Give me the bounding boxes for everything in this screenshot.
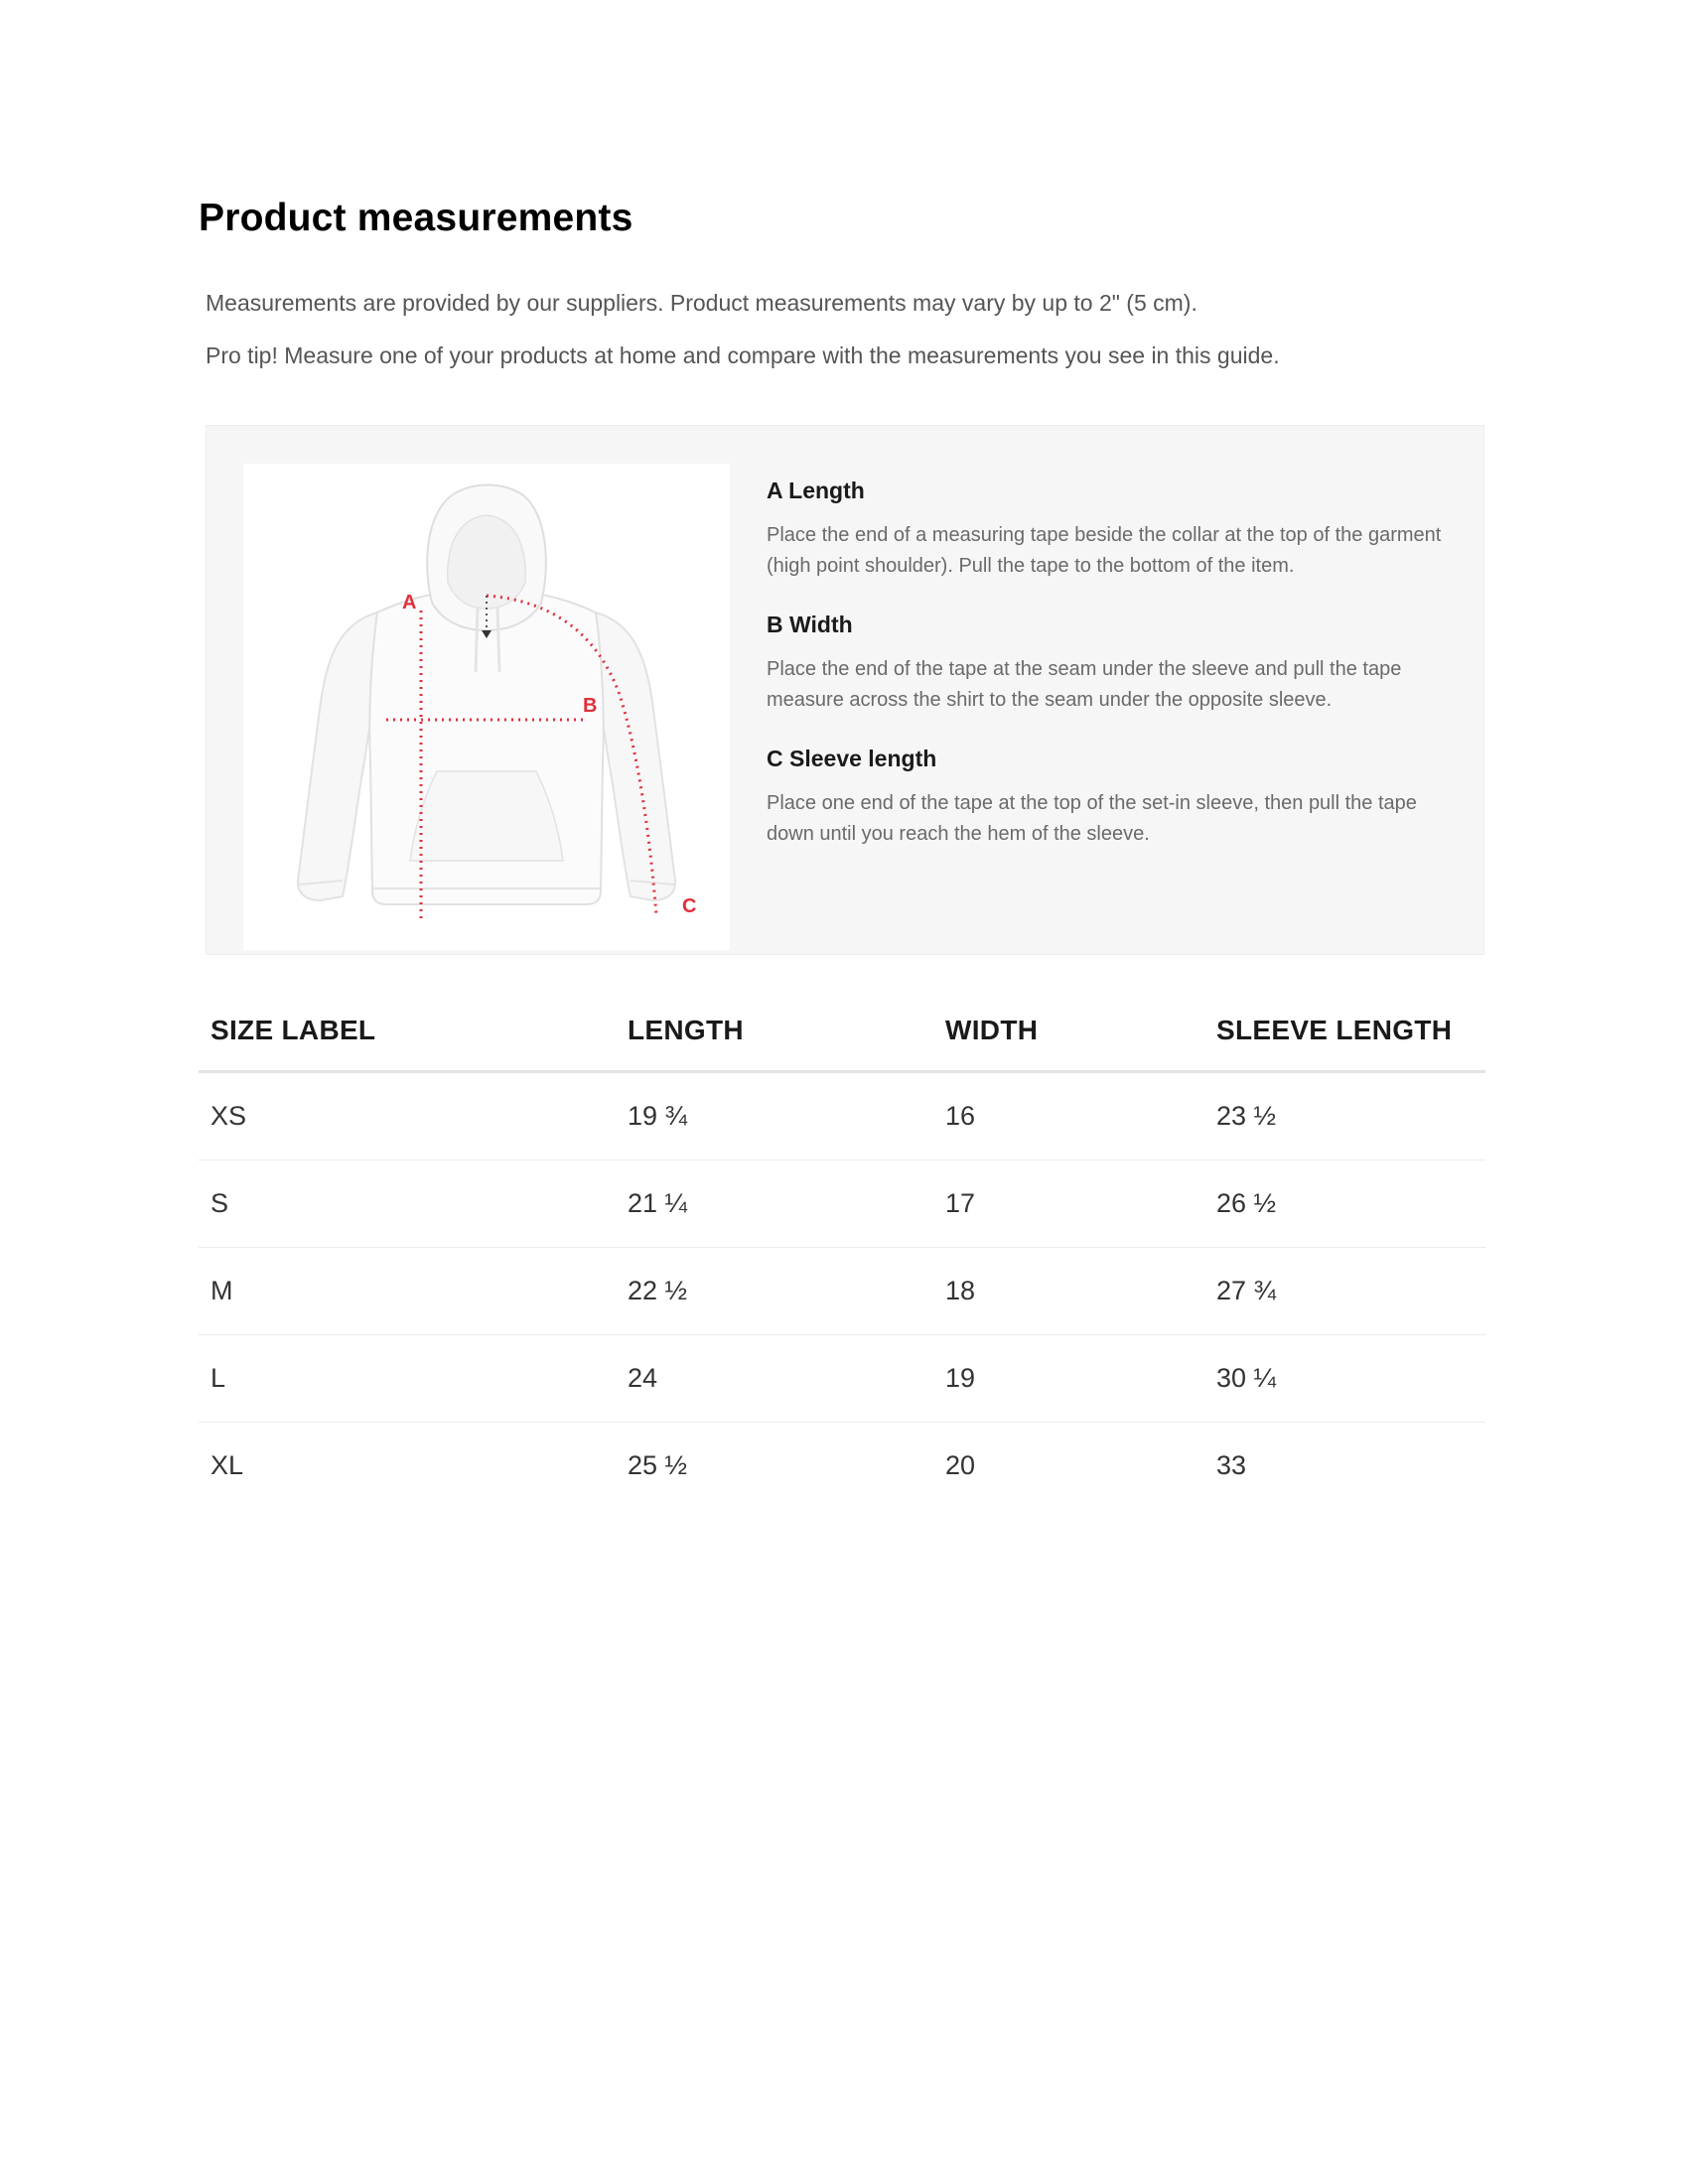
- width-cell: 19: [933, 1335, 1204, 1423]
- measurement-guide-panel: [206, 425, 1484, 955]
- instruction-heading: B Width: [767, 612, 853, 637]
- header-sleeve-length: SLEEVE LENGTH: [1204, 991, 1485, 1072]
- instruction-width: [767, 612, 1462, 716]
- width-cell: 17: [933, 1160, 1204, 1248]
- table-row: [199, 1335, 1485, 1423]
- width-cell: 16: [933, 1072, 1204, 1160]
- length-cell: 21 ¼: [616, 1160, 933, 1248]
- instruction-sleeve: [767, 746, 1462, 850]
- sleeve-length-cell: 23 ½: [1204, 1072, 1485, 1160]
- table-row: [199, 1248, 1485, 1335]
- left-sleeve: [298, 613, 377, 900]
- width-cell: 18: [933, 1248, 1204, 1335]
- size-chart-table: [199, 991, 1485, 1509]
- hoodie-diagram: [243, 464, 730, 950]
- drawstring-left: [476, 608, 478, 672]
- length-cell: 25 ½: [628, 1450, 688, 1480]
- header-size-label: SIZE LABEL: [199, 991, 616, 1072]
- kangaroo-pocket: [410, 771, 563, 861]
- length-cell: 19 ¾: [616, 1072, 933, 1160]
- pro-tip: Pro tip! Measure one of your products at home and compare with the measurements you see in this guide.: [206, 342, 1280, 368]
- table-row: [199, 1072, 1485, 1160]
- supplier-note: Measurements are provided by our suppliers. Product measurements may vary by up to 2" (5 cm).: [206, 290, 1197, 316]
- hoodie-illustration: [243, 464, 730, 950]
- header-width: WIDTH: [933, 991, 1204, 1072]
- sleeve-length-cell: 26 ½: [1204, 1160, 1485, 1248]
- sleeve-length-cell: 27 ¾: [1204, 1248, 1485, 1335]
- instruction-body: Place the end of the tape at the seam under the sleeve and pull the tape measure across the shirt to the seam under the opposite sleeve.: [767, 658, 1402, 711]
- table-header-row: [199, 991, 1485, 1072]
- measurement-instructions: [767, 478, 1462, 880]
- table-row: [199, 1423, 1485, 1510]
- size-label-cell: XS: [199, 1072, 616, 1160]
- page-title: Product measurements: [199, 197, 633, 239]
- sleeve-length-cell: 33: [1216, 1450, 1247, 1480]
- sleeve-length-cell: 30 ¼: [1204, 1335, 1485, 1423]
- header-length: LENGTH: [616, 991, 933, 1072]
- instruction-heading: C Sleeve length: [767, 746, 937, 771]
- length-marker-a: A: [402, 592, 417, 614]
- instruction-body: Place one end of the tape at the top of the set-in sleeve, then pull the tape down until you reach the hem of the sleeve.: [767, 792, 1417, 845]
- instruction-heading: A Length: [767, 478, 865, 503]
- size-label-cell: M: [199, 1248, 616, 1335]
- right-sleeve: [596, 613, 675, 900]
- instruction-length: [767, 478, 1462, 582]
- width-marker-b: B: [583, 695, 598, 717]
- size-label-cell: S: [199, 1160, 616, 1248]
- drawstring-right: [497, 608, 499, 672]
- width-cell: 20: [945, 1450, 976, 1480]
- size-label-cell: L: [199, 1335, 616, 1423]
- sleeve-marker-c: C: [682, 895, 697, 917]
- size-label-cell: XL: [211, 1450, 244, 1480]
- table-row: [199, 1160, 1485, 1248]
- length-cell: 24: [616, 1335, 933, 1423]
- instruction-body: Place the end of a measuring tape beside the collar at the top of the garment (high point shoulder). Pull the tape to the bottom of the item.: [767, 524, 1442, 577]
- length-cell: 22 ½: [616, 1248, 933, 1335]
